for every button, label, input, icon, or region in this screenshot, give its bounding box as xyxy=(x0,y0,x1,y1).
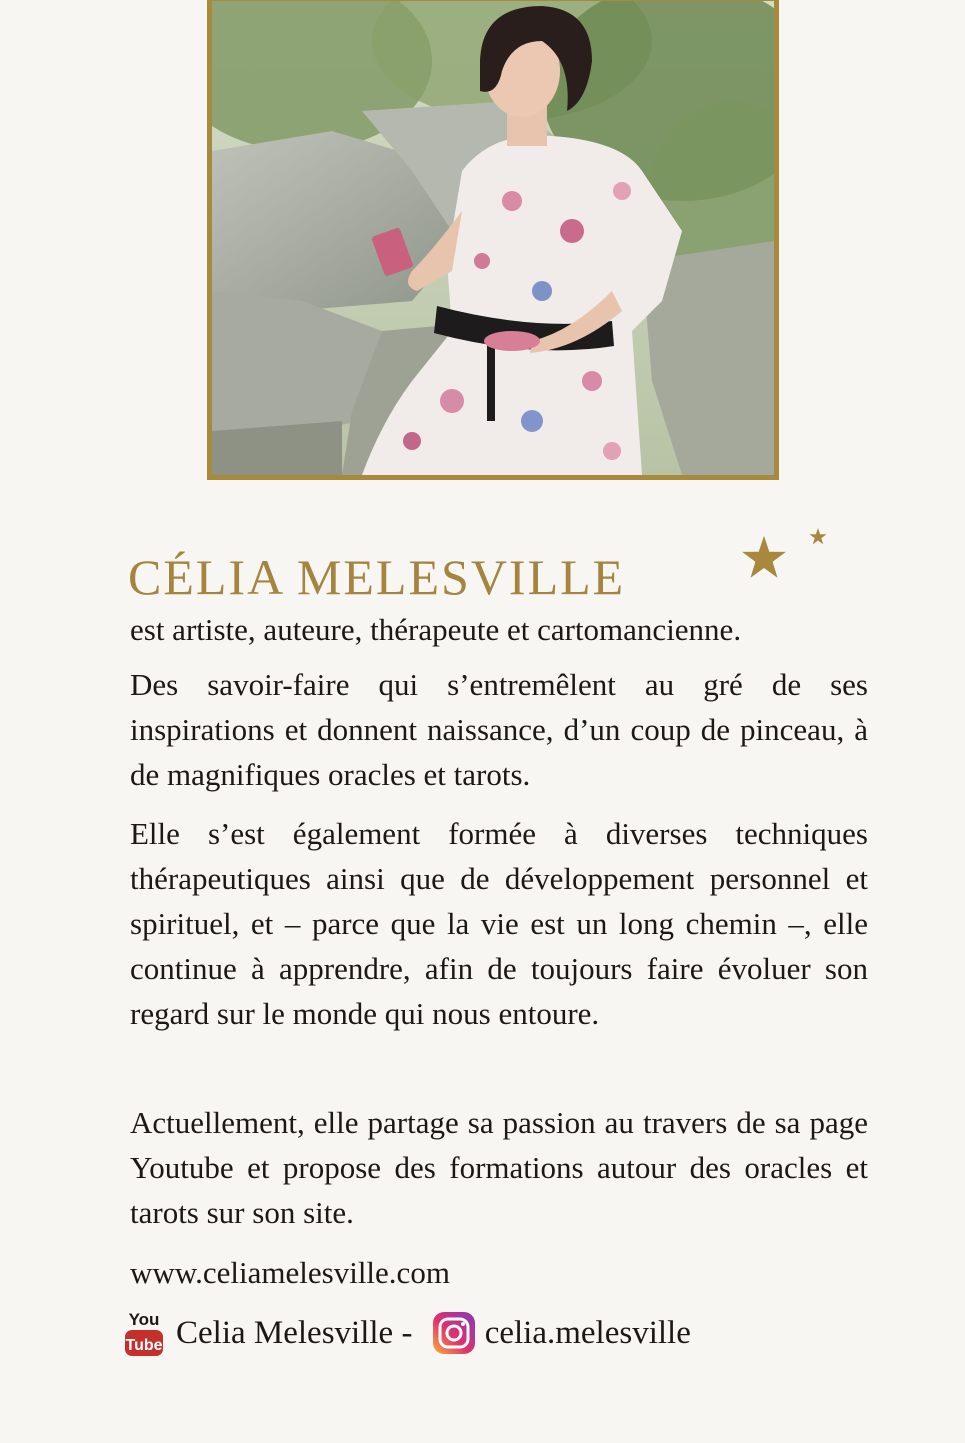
bio-paragraph-1: Des savoir-faire qui s’entremêlent au gré de ses inspirations et donnent naissance, d’un coup de pinceau, à de magnifiques oracles et tarots. xyxy=(130,667,868,792)
youtube-icon-text-bottom: Tube xyxy=(125,1337,163,1354)
separator: - xyxy=(393,1314,421,1351)
instagram-icon[interactable] xyxy=(431,1310,477,1356)
website-link[interactable]: www.celiamelesville.com xyxy=(130,1255,450,1290)
author-photo xyxy=(207,0,779,480)
star-icon-large xyxy=(742,536,786,578)
youtube-icon[interactable] xyxy=(122,1306,166,1360)
youtube-icon-text-top: You xyxy=(128,1310,160,1329)
bio-paragraph-3: Actuellement, elle partage sa passion au travers de sa page Youtube et propose des formations autour des oracles et tarots sur son site. xyxy=(130,1105,868,1230)
star-icon xyxy=(734,524,834,594)
author-photo-illustration xyxy=(212,1,774,475)
star-icon-small xyxy=(809,528,826,544)
instagram-handle[interactable]: celia.melesville xyxy=(484,1314,691,1351)
youtube-channel-name[interactable]: Celia Melesville xyxy=(176,1314,394,1351)
social-links xyxy=(122,1303,691,1363)
author-intro: est artiste, auteure, thérapeute et cartomancienne. xyxy=(130,612,742,647)
author-name: CÉLIA MELESVILLE xyxy=(128,549,626,605)
bio-paragraph-2: Elle s’est également formée à diverses techniques thérapeutiques ainsi que de développement personnel et spirituel, et – parce que la vie est un long chemin –, elle continue à apprendre, afin de toujours faire évoluer son regard sur le monde qui nous entoure. xyxy=(130,816,868,1031)
